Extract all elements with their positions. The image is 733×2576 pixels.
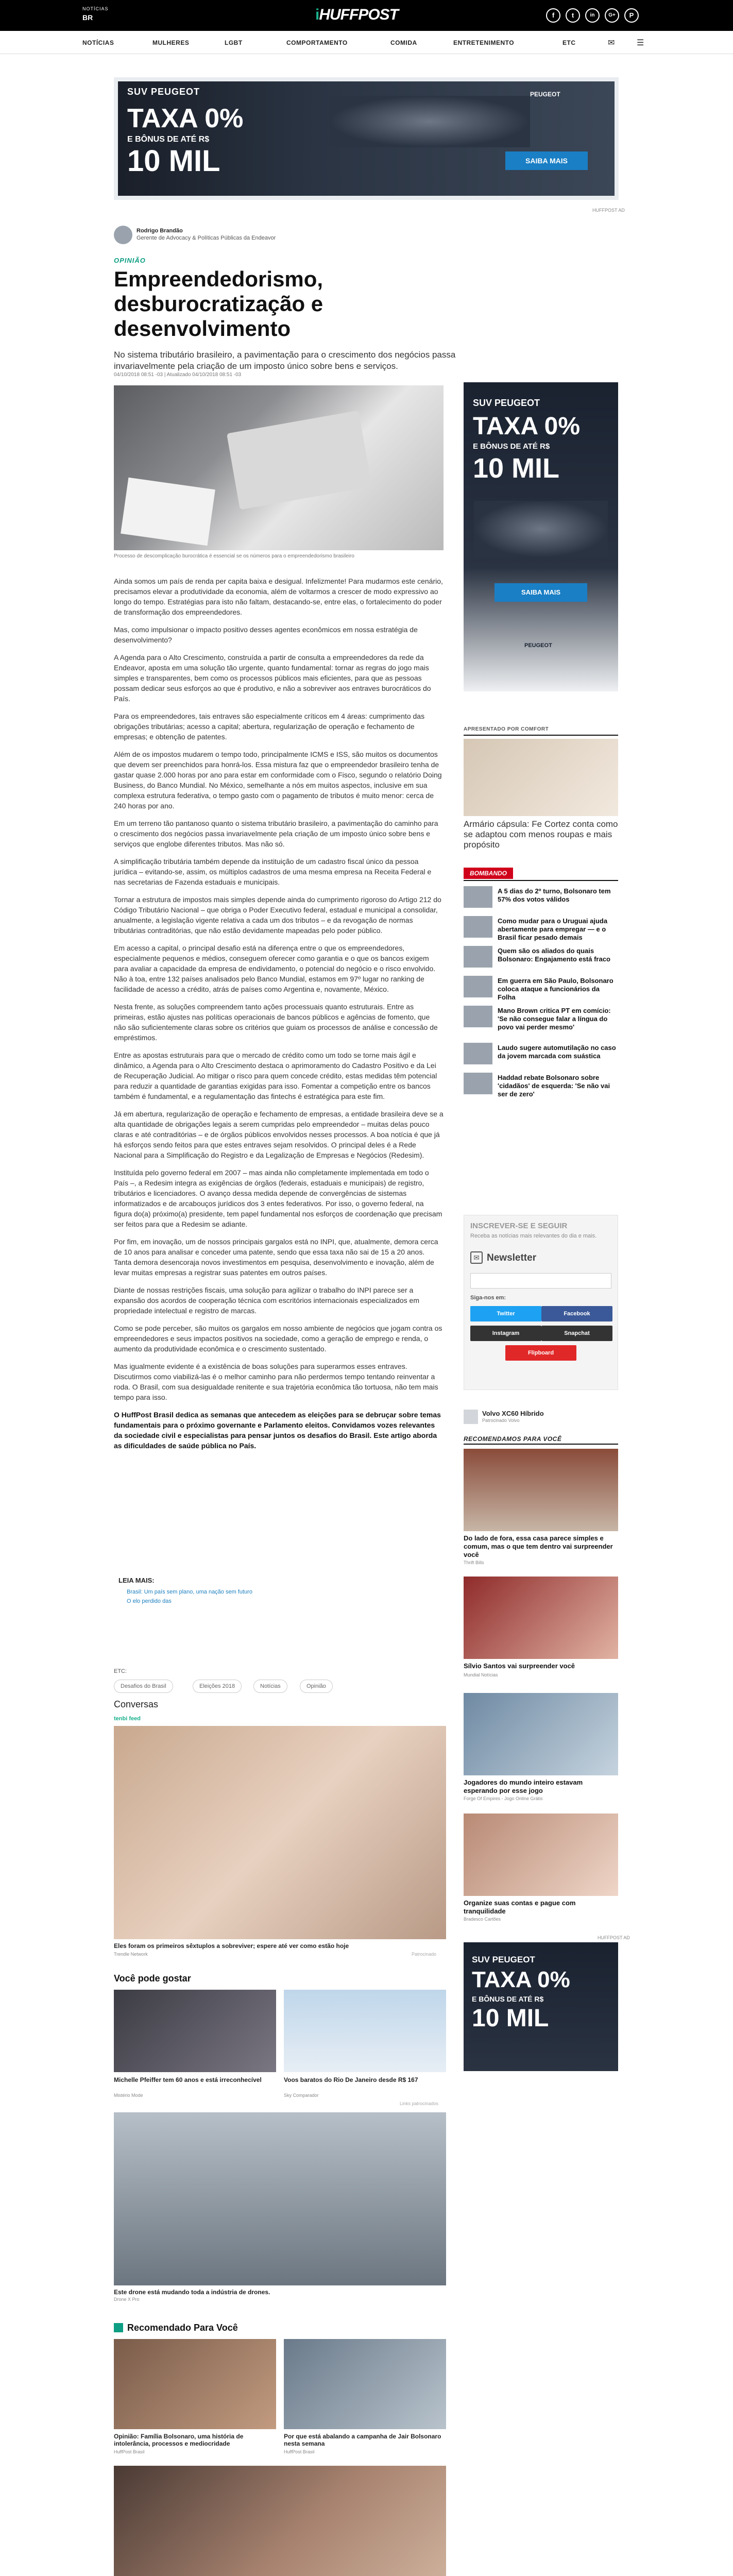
trending-thumb [464, 886, 492, 908]
trending-thumb [464, 916, 492, 938]
feed-title[interactable]: Este drone está mudando toda a indústria de drones. [114, 2289, 270, 2296]
rail-ad-sub: E BÔNUS DE ATÉ R$ [473, 442, 550, 451]
author-avatar[interactable] [114, 226, 132, 244]
you-may-like-heading: Você pode gostar [114, 1973, 191, 1984]
read-more-link[interactable]: Brasil: Um país sem plano, uma nação sem futuro [127, 1589, 252, 1595]
rec-image[interactable] [284, 2339, 446, 2429]
tag-desafios[interactable]: Desafios do Brasil [114, 1680, 173, 1693]
snapchat-button[interactable]: Snapchat [541, 1326, 612, 1341]
feed-source: Trendle Network [114, 1952, 148, 1957]
top-ad-creative[interactable] [118, 81, 615, 196]
rail-ad-headline: TAXA 0% [472, 1967, 570, 1992]
main-nav [0, 31, 733, 54]
rail-ad-brand: SUV PEUGEOT [472, 1955, 535, 1964]
trending-title[interactable]: Como mudar para o Uruguai ajuda abertamente para empregar — e o Brasil ficar pesado demais [498, 917, 608, 941]
newsletter-box [464, 1215, 618, 1390]
pinterest-icon[interactable]: P [624, 8, 639, 23]
nav-item-comida[interactable]: COMIDA [390, 39, 417, 46]
author-role: Gerente de Advocacy & Políticas Públicas da Endeavor [137, 235, 276, 241]
facebook-button[interactable]: Facebook [541, 1306, 612, 1321]
feed-source: Mistério Mode [114, 2093, 143, 2098]
trending-item[interactable] [464, 1043, 618, 1067]
sponsored-product[interactable] [464, 1410, 618, 1425]
rail-rec-source: Thrift Bills [464, 1560, 484, 1565]
paragraph: Como se pode perceber, são muitos os gargalos em nosso ambiente de negócios que jogam contra os empreendedores e seus impactos positivos na sociedade, como a geração de emprego e renda, o aumento da produtividade econômica e o crescimento sustentado. [114, 1324, 442, 1353]
paragraph: Por fim, em inovação, um de nossos principais gargalos está no INPI, que, atualmente, demora cerca de 10 anos para analisar e conceder uma patente, sendo que essa taxa não sai de 15 a 20 anos. Tanta demora desencoraja novos investimentos em pesquisa, desenvolvimento e inovação, além de levar muitas empresas a registrar suas patentes em outros países. [114, 1238, 438, 1277]
trending-item[interactable] [464, 1006, 618, 1030]
ad-car-image [329, 96, 530, 147]
rail-ad-badge: PEUGEOT [524, 642, 552, 649]
tag-opiniao[interactable]: Opinião [300, 1680, 333, 1693]
ad-label: HUFFPOST AD [598, 1935, 630, 1940]
mail-icon[interactable]: ✉ [608, 39, 615, 47]
rail-rec-title[interactable]: Sílvio Santos vai surpreender você [464, 1662, 575, 1670]
trending-title[interactable]: Mano Brown critica PT em comício: 'Se não consegue falar a língua do povo vai perder mesmo' [498, 1007, 611, 1031]
follow-label: Siga-nos em: [470, 1295, 506, 1301]
feed-title[interactable]: Eles foram os primeiros sêxtuplos a sobreviver; espere até ver como estão hoje [114, 1942, 349, 1950]
linkedin-icon[interactable]: in [585, 8, 600, 23]
ad-badge: PEUGEOT [530, 91, 560, 98]
feed-card[interactable] [114, 1716, 446, 1963]
sponsored-label: APRESENTADO POR COMFORT [464, 726, 549, 732]
rail-ad-brand: SUV PEUGEOT [473, 398, 540, 408]
ad-subline: E BÔNUS DE ATÉ R$ [127, 135, 210, 144]
feed-title[interactable]: Michelle Pfeiffer tem 60 anos e está irreconhecível [114, 2076, 262, 2083]
feed-card[interactable] [114, 2466, 446, 2576]
rec-image[interactable] [114, 2466, 446, 2576]
trending-thumb [464, 1073, 492, 1094]
rail-rec-image[interactable] [464, 1577, 618, 1659]
nav-item-mulheres[interactable]: MULHERES [152, 39, 190, 46]
rail-divider [464, 1444, 618, 1445]
trending-item[interactable] [464, 1073, 618, 1097]
feed-image[interactable] [114, 1990, 276, 2072]
rail-rec-source: Forge Of Empires - Jogo Online Grátis [464, 1796, 543, 1801]
trending-title[interactable]: A 5 dias do 2º turno, Bolsonaro tem 57% dos votos válidos [498, 887, 611, 903]
flipboard-button[interactable]: Flipboard [505, 1345, 576, 1361]
rail-ad-car [474, 501, 608, 557]
huffpost-square-icon [114, 2323, 123, 2332]
rec-image[interactable] [114, 2339, 276, 2429]
paragraph: Mas, como impulsionar o impacto positivo desses agentes econômicos em nossa estratégia de desenvolvimento? [114, 625, 418, 644]
product-title[interactable]: Volvo XC60 Híbrido [482, 1410, 544, 1417]
rail-ad-sub: E BÔNUS DE ATÉ R$ [472, 1995, 544, 2003]
feed-title[interactable]: Voos baratos do Rio De Janeiro desde R$ 167 [284, 2076, 418, 2083]
article-title: Empreendedorismo, desburocratização e desenvolvimento [114, 267, 323, 341]
newsletter-email-input[interactable] [470, 1273, 611, 1289]
rec-source: HuffPost Brasil [284, 2449, 315, 2454]
paragraph: Em um terreno tão pantanoso quanto o sistema tributário brasileiro, a pavimentação do caminho para o crescimento dos negócios passa invariavelmente pela criação de um imposto único sobre bens e serviços que englobe diferentes tributos. Mas não só. [114, 819, 438, 848]
paragraph: Para os empreendedores, tais entraves são especialmente críticos em 4 áreas: cumprimento das obrigações tributárias; acesso a capital; abertura, regularização de operação e fechamento de empresas; e obtenção de patentes. [114, 712, 425, 741]
ad-headline: TAXA 0% [127, 104, 244, 133]
rec-for-you-label: RECOMENDAMOS PARA VOCÊ [464, 1435, 562, 1443]
twitter-button[interactable]: Twitter [470, 1306, 541, 1321]
newsletter-label[interactable]: Newsletter [487, 1252, 537, 1263]
sponsored-image[interactable] [464, 739, 618, 816]
rail-ad-cta[interactable]: SAIBA MAIS [495, 583, 587, 602]
feed-image[interactable] [284, 1990, 446, 2072]
trending-item[interactable] [464, 946, 618, 971]
rail-ad[interactable] [464, 382, 618, 691]
trending-title[interactable]: Laudo sugere automutilação no caso da jovem marcada com suástica [498, 1044, 616, 1060]
trending-thumb [464, 976, 492, 997]
hero-caption: Processo de descomplicação burocrática é essencial se os números para o empreendedorismo brasileiro [114, 553, 354, 559]
paragraph: Em acesso a capital, o principal desafio está na diferença entre o que os empreendedores, especialmente pequenos e médios, conseguem oferecer como garantia e o que os bancos exigem para avaliar a capacidade da empresa de endividamento, o potencial do negócio e o risco envolvido. Não à toa, entre 132 países analisados pelo Banco Mundial, estamos em 97º lugar no ranking de facilidade de acesso a crédito, atrás de países como Argentina e, novamente, México. [114, 944, 436, 993]
paper-shape [121, 478, 215, 546]
rail-ad-amount: 10 MIL [472, 2005, 549, 2032]
product-thumb [464, 1410, 478, 1424]
links-label: Links patrocinados [400, 2101, 439, 2106]
trending-title[interactable]: Haddad rebate Bolsonaro sobre 'cidadãos' de esquerda: 'Se não vai ser de zero' [498, 1074, 610, 1098]
rail-ad-amount: 10 MIL [473, 453, 560, 484]
nav-item-etc[interactable]: ETC [562, 39, 576, 46]
feed-source: Sky Comparador [284, 2093, 319, 2098]
nav-item-noticias[interactable]: NOTÍCIAS [82, 39, 114, 46]
top-bar [0, 0, 733, 31]
paragraph: Ainda somos um país de renda per capita baixa e desigual. Infelizmente! Para mudarmos este cenário, precisamos elevar a produtividade da economia, além de voltarmos a crescer de modo expressivo ao longo do tempo. Estratégias para isto não faltam, destacando-se, entre elas, o fortalecimento do poder de transformação dos empreendedores. [114, 577, 443, 616]
menu-icon[interactable]: ☰ [637, 39, 644, 47]
sponsored-label: Patrocinado [412, 1952, 437, 1957]
nav-item-entretenimento[interactable]: ENTRETENIMENTO [453, 39, 515, 46]
feed-pair [114, 1990, 446, 2108]
rec-source: HuffPost Brasil [114, 2449, 145, 2454]
instagram-button[interactable]: Instagram [470, 1326, 541, 1341]
facebook-icon[interactable]: f [546, 8, 560, 23]
rail-rec-title[interactable]: Organize suas contas e pague com tranquilidade [464, 1899, 576, 1915]
ad-label: HUFFPOST AD [592, 208, 625, 213]
sponsored-title[interactable]: Armário cápsula: Fe Cortez conta como se adaptou com menos roupas e mais propósito [464, 819, 618, 850]
read-more-label: LEIA MAIS: [118, 1577, 155, 1584]
feed-image[interactable] [114, 2112, 446, 2285]
ad-amount: 10 MIL [127, 144, 220, 178]
paragraph: A Agenda para o Alto Crescimento, construída a partir de consulta a empreendedores da rede da Endeavor, aposta em uma solução tão urgente, quanto fundamental: tornar as regras do jogo mais simples e transparentes, bem como os processos públicos mais eficientes, para que as pessoas possam dedicar seus esforços ao que é produtivo, e não a sobreviver aos entraves burocráticos do País. [114, 653, 431, 703]
feed-card[interactable] [114, 2112, 446, 2303]
feed-image[interactable] [114, 1726, 446, 1939]
paragraph: Mas igualmente evidente é a existência de boas soluções para superarmos esses entraves. Discutirmos como viabilizá-las é o melhor caminho para não perdermos tempo tentando reinventar a roda. O Brasil, com sua desigualdade renitente e sua trajetória econômica tão tortuosa, não tem mais tempo para isso. [114, 1362, 438, 1401]
recommended-heading [114, 2323, 238, 2333]
laptop-shape [227, 411, 372, 510]
nav-item-lgbt[interactable]: LGBT [225, 39, 243, 46]
trending-thumb [464, 1006, 492, 1027]
article-deck: No sistema tributário brasileiro, a pavimentação para o crescimento dos negócios passa invariavelmente pela criação de um imposto único sobre bens e serviços. [114, 350, 456, 371]
author-name[interactable]: Rodrigo Brandão [137, 228, 183, 234]
closing-note: O HuffPost Brasil dedica as semanas que antecedem as eleições para se debruçar sobre temas fundamentais para o próximo governante e Parlamento eleitos. Convidamos vozes relevantes da sociedade civil e especialistas para pensar juntos os desafios do Brasil. Este artigo aborda as dificuldades de saúde pública no País. [114, 1411, 441, 1450]
edition-selector[interactable]: BR [82, 13, 93, 22]
article-body [114, 576, 444, 1458]
rail-rec-title[interactable]: Jogadores do mundo inteiro estavam esperando por esse jogo [464, 1778, 583, 1794]
newsletter-title: INSCREVER-SE E SEGUIR [470, 1222, 568, 1230]
paragraph: Instituída pelo governo federal em 2007 – mas ainda não completamente implementada em todo o País –, a Redesim integra as exigências de órgãos (federais, estaduais e municipais) de registro, tributários e licenciadores. O avanço dessa medida depende de convergências de sistemas informatizados e de arcabouços jurídicos dos 3 entes federativos. Por isso, o governo federal, na figura do(a) próximo(a) presidente, tem papel fundamental nos esforços de coordenação que precisam ser feitos para que a Redesim se adiante. [114, 1168, 442, 1228]
edition-label: NOTÍCIAS [82, 6, 109, 11]
rec-title[interactable]: Opinião: Família Bolsonaro, uma história de intolerância, processos e mediocridade [114, 2433, 244, 2447]
rail-rec-source: Mundial Notícias [464, 1672, 498, 1677]
rail-rec-image[interactable] [464, 1449, 618, 1531]
paragraph: Nesta frente, as soluções compreendem tanto ações processuais quanto estruturais. Entre as primeiras, estão ajustes nas políticas operacionais de bancos públicos e agências de fomento, que não são suficientemente claras sobre os critérios que guiam os processos de análise e concessão de empréstimos. [114, 1003, 438, 1042]
trending-title[interactable]: Quem são os aliados do quais Bolsonaro: Engajamento está fraco [498, 947, 610, 963]
rail-rec-source: Bradesco Cartões [464, 1917, 501, 1922]
rail-rec-title[interactable]: Do lado de fora, essa casa parece simples e comum, mas o que tem dentro vai surpreender você [464, 1534, 613, 1558]
google-plus-icon[interactable]: G+ [605, 8, 619, 23]
nav-item-comportamento[interactable]: COMPORTAMENTO [286, 39, 348, 46]
rail-rec-image[interactable] [464, 1693, 618, 1775]
read-more-link[interactable]: O elo perdido das [127, 1598, 172, 1604]
paragraph: Tornar a estrutura de impostos mais simples depende ainda do cumprimento rigoroso do Artigo 212 do Código Tributário Nacional – que obriga o Poder Executivo federal, estadual e municipal a consolidar, anualmente, a legislação vigente relativa a cada um dos tributos – e da revogação de normas tributárias contraditórias, que não estão devidamente mapeadas pelo poder público. [114, 895, 441, 935]
top-ad-banner[interactable] [114, 77, 619, 200]
article-timestamp: 04/10/2018 08:51 -03 | Atualizado 04/10/2018 08:51 -03 [114, 372, 242, 378]
rec-title[interactable]: Por que está abalando a campanha de Jair Bolsonaro nesta semana [284, 2433, 441, 2447]
tags-label: ETC: [114, 1668, 127, 1674]
recommended-label: Recomendado Para Você [127, 2323, 238, 2333]
trending-item[interactable] [464, 886, 618, 911]
paragraph: Já em abertura, regularização de operação e fechamento de empresas, a entidade brasileira deve se a alta quantidade de obrigações legais a serem cumpridas pelo empreendedor – muitas delas pouco claras e até contraditórias – e de órgãos públicos envolvidos nesses processos. A boa notícia é que já há esforços sendo feitos para que estes entraves sejam resolvidos. O principal deles é a Rede Nacional para a Simplificação do Registro e da Legalização de Empresas e Negócios (Redesim). [114, 1110, 444, 1159]
rail-rec-image[interactable] [464, 1814, 618, 1896]
tag-eleicoes[interactable]: Eleições 2018 [193, 1680, 242, 1693]
tag-noticias[interactable]: Notícias [253, 1680, 287, 1693]
paragraph: Diante de nossas restrições fiscais, uma solução para agilizar o trabalho do INPI parece ser a expansão dos acordos de cooperação técnica com escritórios internacionais especializados em propriedade intelectual e registro de marcas. [114, 1286, 419, 1315]
ad-brand: SUV PEUGEOT [127, 87, 200, 97]
rail-divider [464, 735, 618, 736]
rail-ad-headline: TAXA 0% [473, 413, 581, 440]
trending-label: BOMBANDO [464, 868, 513, 879]
trending-item[interactable] [464, 916, 618, 941]
newsletter-icon: ✉ [470, 1251, 483, 1264]
trending-thumb [464, 1043, 492, 1064]
rail-rec-card[interactable] [464, 1449, 618, 1567]
recommended-pair [114, 2339, 446, 2458]
hero-image [114, 385, 444, 550]
newsletter-sub: Receba as notícias mais relevantes do dia e mais. [470, 1233, 597, 1239]
trending-item[interactable] [464, 976, 618, 1001]
rail-divider [464, 880, 618, 881]
paragraph: A simplificação tributária também depende da instituição de um cadastro fiscal único da pessoa jurídica – evitando-se, assim, os múltiplos cadastros de uma mesma empresa na Receita Federal e nas secretarias de Fazenda estaduais e municipais. [114, 857, 432, 886]
twitter-icon[interactable]: t [566, 8, 580, 23]
trending-title[interactable]: Em guerra em São Paulo, Bolsonaro coloca ataque a funcionários da Folha [498, 977, 613, 1001]
feed-source: Drone X Pro [114, 2297, 140, 2302]
ad-cta-button[interactable]: SAIBA MAIS [505, 151, 588, 170]
huffpost-logo[interactable]: iHUFFPOST [315, 6, 399, 23]
rail-rec-card[interactable] [464, 1577, 618, 1685]
trending-thumb [464, 946, 492, 968]
paragraph: Entre as apostas estruturais para que o mercado de crédito como um todo se torne mais ágil e dinâmico, a Agenda para o Alto Crescimento destaca o aprimoramento do Cadastro Positivo e da Lei de Recuperação Judicial. Ao mitigar o risco para quem concede crédito, estas medidas têm potencial para reduzir a quantidade de garantias exigidas para isso. Fomentar a competição entre os bancos também é fundamental, e a regulamentação das fintechs é estratégica para este fim. [114, 1051, 437, 1100]
feed-brand: tenbi feed [114, 1716, 141, 1722]
rail-rec-card[interactable] [464, 1814, 618, 1927]
product-sub: Patrocinado Volvo [482, 1418, 520, 1423]
rail-ad-bottom[interactable] [464, 1942, 618, 2071]
rail-rec-card[interactable] [464, 1693, 618, 1806]
conversations-label: Conversas [114, 1699, 159, 1709]
paragraph: Além de os impostos mudarem o tempo todo, principalmente ICMS e ISS, são muitos os documentos que devem ser preenchidos para honrá-los. Essa mistura faz que o empreendedor brasileiro tenha de gastar quase 2.000 horas por ano para estar em conformidade com o Fisco, segundo o relatório Doing Business, do Banco Mundial. No México, semelhante a nós em muitos aspectos, inclusive em sua complexa estrutura federativa, o tempo gasto com o pagamento de tributos é muito menor: cerca de 240 horas por ano. [114, 750, 442, 810]
article-kicker: OPINIÃO [114, 257, 146, 264]
